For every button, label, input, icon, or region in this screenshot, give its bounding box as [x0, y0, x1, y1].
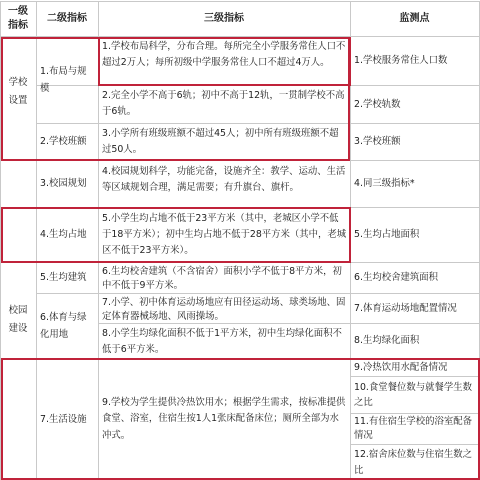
- monitor-item-5: 5.生均占地面积: [354, 229, 420, 241]
- level2-layout-scale: 1.布局与规模: [40, 66, 87, 94]
- monitor-item-9: 9.冷热饮用水配备情况: [354, 362, 448, 373]
- monitor-item-2: 2.学校轨数: [354, 98, 401, 110]
- level3-item-9: 9.学校为学生提供冷热饮用水；根据学生需求，按标准提供食堂、浴室，住宿生按1人1张床配备床位；厕所全部为水冲式。: [102, 396, 346, 441]
- level3-item-5: 5.小学生均占地不低于23平方米（其中，老城区小学不低于18平方米）；初中生均占地不低于28平方米（其中，老城区不低于23平方米）。: [102, 213, 347, 256]
- level2-land-per-student: 4.生均占地: [40, 229, 87, 241]
- level3-item-6: 6.生均校舍建筑（不含宿舍）面积小学不低于8平方米，初中不低于9平方米。: [102, 266, 342, 291]
- monitor-item-11: 11.有住宿生学校的浴室配备情况: [354, 416, 473, 441]
- highlight-living-facilities-box: [1, 358, 480, 480]
- level1-school-setup: 学校设置: [8, 77, 28, 106]
- level2-sports-greening: 6.体育与绿化用地: [40, 312, 87, 340]
- monitor-item-4: 4.同三级指标*: [354, 178, 415, 190]
- monitor-item-7: 7.体育运动场地配置情况: [354, 302, 457, 314]
- monitor-item-12: 12.宿舍床位数与住宿生数之比: [354, 449, 473, 476]
- level2-campus-planning: 3.校园规划: [40, 178, 87, 190]
- level2-building-per-student: 5.生均建筑: [40, 272, 87, 284]
- header-level2: 二级指标: [47, 13, 87, 25]
- highlight-land-per-student-box: [1, 207, 351, 263]
- level3-item-4: 4.校园规划科学，功能完备，设施齐全：教学、运动、生活等区域规划合理，满足需要；有升旗台、旗杆。: [102, 166, 346, 193]
- level3-item-2: 2.完全小学不高于6轨；初中不高于12轨，一贯制学校不高于6轨。: [102, 90, 345, 117]
- monitor-item-6: 6.生均校舍建筑面积: [354, 272, 438, 284]
- header-level1: 一级指标: [8, 6, 28, 31]
- monitor-item-10: 10.食堂餐位数与就餐学生数之比: [354, 381, 473, 408]
- monitor-item-3: 3.学校班额: [354, 136, 401, 148]
- level3-item-3: 3.小学所有班级班额不超过45人；初中所有班级班额不超过50人。: [102, 128, 339, 155]
- monitor-item-1: 1.学校服务常住人口数: [354, 55, 448, 67]
- level3-item-7: 7.小学、初中体育运动场地应有田径运动场、球类场地、固定体育器械场地、风雨操场。: [102, 297, 346, 322]
- level2-living-facilities: 7.生活设施: [40, 413, 87, 425]
- monitor-item-8: 8.生均绿化面积: [354, 335, 420, 347]
- level3-item-1: 1.学校布局科学，分布合理。每所完全小学服务常住人口不超过2万人；每所初级中学服务常住人口不超过4万人。: [102, 41, 346, 68]
- level3-item-8: 8.小学生均绿化面积不低于1平方米，初中生均绿化面积不低于6平方米。: [102, 328, 342, 355]
- header-level3: 三级指标: [204, 13, 244, 25]
- highlight-level3-item1-box: [98, 37, 351, 86]
- header-monitor: 监测点: [399, 13, 430, 25]
- level2-class-size: 2.学校班额: [40, 136, 87, 148]
- level1-campus-construction: 校园建设: [8, 305, 28, 334]
